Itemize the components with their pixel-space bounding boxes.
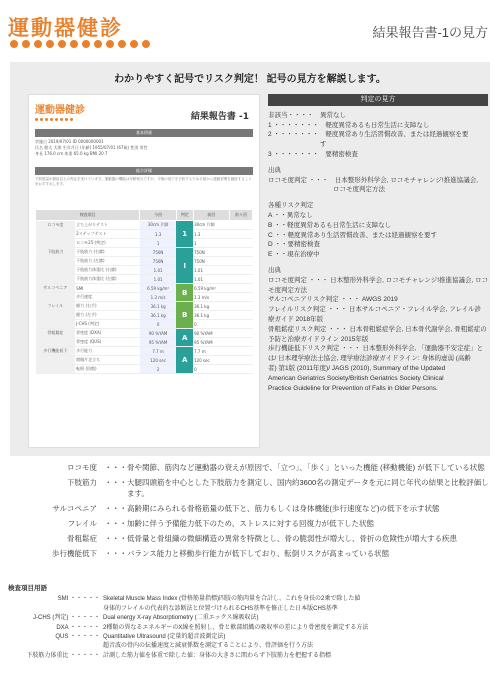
description-separator: ・・・: [97, 519, 127, 528]
legend-line: す: [268, 141, 327, 149]
row-judgement: B: [176, 302, 193, 329]
legend-lines: [268, 111, 488, 394]
table-row: [36, 311, 253, 320]
legend-line: 出典: [268, 266, 281, 274]
report-logo: 運動器健診: [35, 105, 85, 116]
row-before-previous: [230, 293, 253, 302]
row-category: [36, 365, 76, 374]
row-item: 骨密度 (DXA): [75, 329, 140, 338]
row-category: 下肢筋力: [36, 248, 76, 257]
table-row: [36, 329, 253, 338]
row-before-previous: [230, 275, 253, 284]
description-separator: ・・・: [97, 534, 127, 543]
row-current: 36.1 kg: [140, 302, 176, 311]
description-text: 大腿四頭筋を中心とした下肢筋力を測定し、国内約3600名の測定データを元に同じ年代の結果と比較評価します。: [127, 478, 489, 498]
row-category: [36, 320, 76, 329]
row-category: サルコペニア: [36, 284, 76, 293]
page-title: 結果報告書-1の見方: [372, 25, 488, 40]
row-before-previous: [230, 356, 253, 365]
legend-line: サルコペニアリスク判定 ・・・ AWGS 2019: [268, 296, 398, 304]
table-row: [36, 284, 253, 293]
row-before-previous: [230, 338, 253, 347]
row-item: 下肢筋力体重比 (右膝): [75, 266, 140, 275]
row-previous: 0: [193, 320, 229, 329]
legend-line: 療ガイド 2018年版: [268, 315, 324, 323]
row-current: 120 sec: [140, 356, 176, 365]
row-judgement: I: [176, 248, 193, 284]
table-row: [36, 275, 253, 284]
report-title: 結果報告書 -1: [190, 112, 249, 122]
row-current: 95 %YAM: [140, 338, 176, 347]
table-row: [36, 302, 253, 311]
table-row: [36, 356, 253, 365]
row-category: [36, 230, 76, 239]
legend-line: American Geriatrics Society/British Geriatrics Society Clinical: [268, 374, 444, 382]
row-before-previous: [230, 329, 253, 338]
row-before-previous: [230, 221, 253, 230]
row-item: 骨密度 (QUS): [75, 338, 140, 347]
row-before-previous: [230, 239, 253, 248]
row-category: 骨粗鬆症: [36, 329, 76, 338]
col-header: 検査項目: [36, 210, 140, 221]
legend-line: ロコモ度判定 ・・・ 日本整形外科学会, ロコモチャレンジ!推進協議会,: [268, 176, 479, 184]
row-current: 0: [140, 320, 176, 329]
row-current: 90 %YAM: [140, 329, 176, 338]
legend-line: 予防と治療ガイドライン 2015年版: [268, 335, 369, 343]
row-item: 歩行速度: [75, 293, 140, 302]
row-judgement: B: [176, 284, 193, 302]
glossary: [8, 584, 492, 661]
row-judgement: A: [176, 347, 193, 374]
description-row: [14, 548, 490, 559]
row-item: ロコモ25 (判定): [75, 239, 140, 248]
row-item: SMI: [75, 284, 140, 293]
row-before-previous: [230, 365, 253, 374]
row-item: 下肢筋力 (右膝): [75, 248, 140, 257]
description-separator: ・・・: [97, 504, 127, 513]
row-previous: 750N: [193, 248, 229, 257]
description-text: 加齢に伴う予備能力低下のため、ストレスに対する回復力が低下した状態: [127, 519, 374, 528]
row-current: 30cm 片脚: [140, 221, 176, 230]
judgement-legend: [268, 94, 488, 450]
legend-line: フレイルリスク判定 ・・・ 日本サルコペニア・フレイル学会, フレイル診: [268, 306, 482, 314]
legend-line: D ・・要精密検査: [268, 241, 320, 249]
legend-line: 者) 第1版 (2011年度)/ JAGS (2010), Summary of the Updated: [268, 364, 446, 372]
logo-dots: [10, 40, 150, 48]
row-category: ロコモ度: [36, 221, 76, 230]
glossary-row: [8, 652, 492, 661]
row-current: 7.7 m: [140, 347, 176, 356]
row-item: 握力 (左手): [75, 311, 140, 320]
row-previous: 0: [193, 365, 229, 374]
row-category: [36, 311, 76, 320]
row-item: 2ステップテスト: [75, 230, 140, 239]
table-row: [36, 248, 253, 257]
row-previous: 1: [193, 239, 229, 248]
legend-line: ロコモ度判定 ・・・ 日本整形外科学会, ロコモチャレンジ!推進協議会, ロコ: [268, 276, 489, 284]
row-previous: 90 %YAM: [193, 329, 229, 338]
row-category: [36, 266, 76, 275]
row-item: 立ち上がりテスト: [75, 221, 140, 230]
row-previous: 6.59 kg/m²: [193, 284, 229, 293]
glossary-row: [8, 642, 492, 651]
legend-header: 判定の見方: [268, 94, 488, 106]
legend-line: Practice Guideline for Prevention of Falls in Older Persons.: [268, 384, 438, 392]
row-previous: 7.7 m: [193, 347, 229, 356]
row-category: フレイル: [36, 302, 76, 311]
glossary-text: Skeletal Muscle Mass Index (骨格筋量指標)四肢の筋肉量を合計し、これを身長の2乗で除した値: [103, 596, 361, 603]
row-current: 750N: [140, 248, 176, 257]
description-row: [14, 477, 490, 499]
description-term: ロコモ度: [67, 463, 97, 472]
description-term: フレイル: [67, 519, 97, 528]
description-term: 下肢筋力: [67, 478, 97, 487]
glossary-term: DXA ・・・・・: [56, 624, 100, 631]
row-judgement: A: [176, 329, 193, 347]
table-row: [36, 266, 253, 275]
table-row: [36, 293, 253, 302]
glossary-text: 2種類の異なるエネルギーのX線を照射し、骨と軟部組織の吸収率の差により骨密度を測定する方法: [103, 624, 369, 631]
glossary-term: [8, 605, 100, 614]
glossary-text: 計測した筋力値を体重で除した値：身体の大きさに関わらず下肢筋力を把握する指標: [103, 652, 332, 659]
glossary-term: QUS ・・・・・: [55, 634, 100, 641]
row-before-previous: [230, 230, 253, 239]
row-item: 下肢筋力 (左膝): [75, 257, 140, 266]
row-before-previous: [230, 257, 253, 266]
legend-line: 3 ・・・・・・・ 要精密検査: [268, 150, 358, 158]
table-row: [36, 320, 253, 329]
glossary-row: [8, 595, 492, 604]
glossary-row: [8, 614, 492, 623]
description-text: 骨や関節、筋肉など運動器の衰えが原因で、「立つ」、「歩く」といった機能 (移動機能) が低下している状態: [127, 463, 485, 472]
description-row: [14, 462, 490, 473]
glossary-row: [8, 624, 492, 633]
glossary-text: 超音波の骨内の伝播速度と減衰係数を測定することにより、骨評価を行う方法: [103, 643, 314, 650]
table-row: [36, 257, 253, 266]
table-row: [36, 347, 253, 356]
legend-line: A ・・異常なし: [268, 211, 313, 219]
row-item: J-CHS (判定): [75, 320, 140, 329]
row-previous: 30cm 片脚: [193, 221, 229, 230]
legend-line: 1 ・・・・・・・ 軽度異常あるも日常生活に支障なし: [268, 121, 430, 129]
glossary-row: [8, 633, 492, 642]
table-row: [36, 239, 253, 248]
row-judgement: 1: [176, 221, 193, 248]
row-category: [36, 356, 76, 365]
description-separator: ・・・: [97, 478, 127, 487]
glossary-text: Quantitative Ultrasound (定量的超音波測定法): [103, 634, 226, 641]
description-row: [14, 533, 490, 544]
basic-info-header: 基本情報: [35, 129, 253, 137]
legend-line: 出典: [268, 166, 281, 174]
row-before-previous: [230, 347, 253, 356]
row-category: [36, 275, 76, 284]
row-category: [36, 257, 76, 266]
row-previous: 36.1 kg: [193, 302, 229, 311]
legend-line: 各種リスク判定: [268, 202, 314, 210]
explanation-panel: [10, 62, 490, 456]
row-item: 握力 (右手): [75, 302, 140, 311]
brand-logo: 運動器健診: [8, 15, 123, 40]
description-term: 骨粗鬆症: [67, 534, 97, 543]
row-current: 1.01: [140, 275, 176, 284]
row-current: 1.3: [140, 230, 176, 239]
glossary-row: [8, 605, 492, 614]
row-previous: 95 %YAM: [193, 338, 229, 347]
description-separator: ・・・: [97, 463, 127, 472]
row-category: [36, 239, 76, 248]
page-header: [0, 0, 500, 60]
row-category: [36, 293, 76, 302]
glossary-term: 下肢筋力体重比 ・・・・・: [26, 652, 100, 659]
row-category: [36, 338, 76, 347]
glossary-text: Dual energy X-ray Absorptiometry (二重エックス線吸収法): [103, 615, 259, 622]
info-line: 氏名 健太 太郎 生年月日 (年齢) 1955/07/01 (67歳) 性別 男性: [35, 145, 148, 150]
row-previous: 1.01: [193, 275, 229, 284]
row-before-previous: [230, 266, 253, 275]
overall-header: 総合評価: [35, 167, 253, 175]
description-row: [14, 503, 490, 514]
col-header: 前々回: [230, 210, 253, 221]
legend-line: 非該当・・・・ 異常なし: [268, 111, 346, 119]
row-before-previous: [230, 302, 253, 311]
row-previous: 750N: [193, 257, 229, 266]
col-header: 今回: [140, 210, 176, 221]
row-current: 6.59 kg/m²: [140, 284, 176, 293]
glossary-term: SMI ・・・・・: [57, 596, 100, 603]
glossary-term: [8, 642, 100, 651]
result-table: [35, 209, 253, 374]
description-text: バランス能力と移動歩行能力が低下しており、転倒リスクが高まっている状態: [127, 549, 390, 558]
row-previous: 36.1 kg: [193, 311, 229, 320]
row-previous: 1.01: [193, 266, 229, 275]
table-row: [36, 230, 253, 239]
row-current: 750N: [140, 257, 176, 266]
row-item: 転倒 (回数): [75, 365, 140, 374]
overall-text: 下肢筋量が最低以上の判定を受けています。運動器の機能は年齢相当ですが、今後の低下を予防するため日頃から運動習慣を継続することをおすすめします。: [35, 177, 252, 186]
legend-line: 歩行機能低下リスク判定 ・・・ 日本整形外科学会, 「運動器不安定症」と: [268, 345, 484, 353]
row-current: 1.01: [140, 266, 176, 275]
table-row: [36, 365, 253, 374]
row-before-previous: [230, 284, 253, 293]
row-category: 歩行機能低下: [36, 347, 76, 356]
result-table-body: [36, 221, 253, 374]
row-before-previous: [230, 320, 253, 329]
info-line: 身長 176.0 cm 体重 65.0 kg BMI 20.7: [35, 151, 108, 156]
legend-line: C ・・軽度異常あり生活習慣改善、または経過観察を要す: [268, 231, 437, 239]
description-row: [14, 518, 490, 529]
row-item: 歩行能力: [75, 347, 140, 356]
legend-line: は/ 日本理学療法士協会, 理学療法診療ガイドライン: 身体的虚弱 (高齢: [268, 355, 471, 363]
description-separator: ・・・: [97, 549, 127, 558]
term-descriptions: [14, 462, 490, 563]
info-line: 実施日 2019/07/01 ID 0000000001: [35, 139, 104, 144]
legend-line: 2 ・・・・・・・ 軽度異常あり生活習慣改善、または経過観察を要: [268, 131, 469, 139]
legend-line: ロコモ度判定方法: [268, 186, 385, 194]
description-text: 低骨量と骨組織の微細構造の異常を特徴とし、骨の脆弱性が増大し、骨折の危険性が増大する疾患: [127, 534, 457, 543]
description-term: 歩行機能低下: [52, 549, 97, 558]
description-term: サルコペニア: [52, 504, 97, 513]
glossary-list: [8, 595, 492, 661]
row-current: 1: [140, 239, 176, 248]
description-text: 高齢期にみられる骨格筋量の低下と、筋力もしくは身体機能(歩行速度など)の低下を示す状態: [127, 504, 440, 513]
row-previous: 1.3 m/s: [193, 293, 229, 302]
row-before-previous: [230, 248, 253, 257]
banner-text: わかりやすく記号でリスク判定！ 記号の見方を解説します。: [114, 74, 386, 85]
legend-line: モ度判定方法: [268, 286, 307, 294]
row-item: 開眼片足立ち: [75, 356, 140, 365]
col-header: 前回: [193, 210, 229, 221]
row-previous: 1.3: [193, 230, 229, 239]
glossary-term: J-CHS (判定) ・・・・・: [33, 615, 100, 622]
row-previous: 120 sec: [193, 356, 229, 365]
glossary-title: 検査項目用語: [8, 585, 47, 592]
basic-info: [35, 137, 253, 159]
row-current: 1.3 m/s: [140, 293, 176, 302]
table-row: [36, 338, 253, 347]
report-sample: [28, 94, 260, 448]
legend-line: 骨粗鬆症リスク判定 ・・・ 日本骨粗鬆症学会, 日本骨代謝学会, 骨粗鬆症の: [268, 325, 487, 333]
table-row: [36, 221, 253, 230]
row-before-previous: [230, 311, 253, 320]
row-current: 36.1 kg: [140, 311, 176, 320]
legend-line: B ・・軽度異常あるも日常生活に支障なし: [268, 221, 392, 229]
col-header: 判定: [176, 210, 193, 221]
legend-line: E ・・現在治療中: [268, 251, 320, 259]
row-item: 下肢筋力体重比 (左膝): [75, 275, 140, 284]
glossary-text: 身体的フレイルの代表的な診断法と位置づけられるCHS基準を修正した日本版CHS基準: [103, 605, 338, 612]
row-current: 2: [140, 365, 176, 374]
